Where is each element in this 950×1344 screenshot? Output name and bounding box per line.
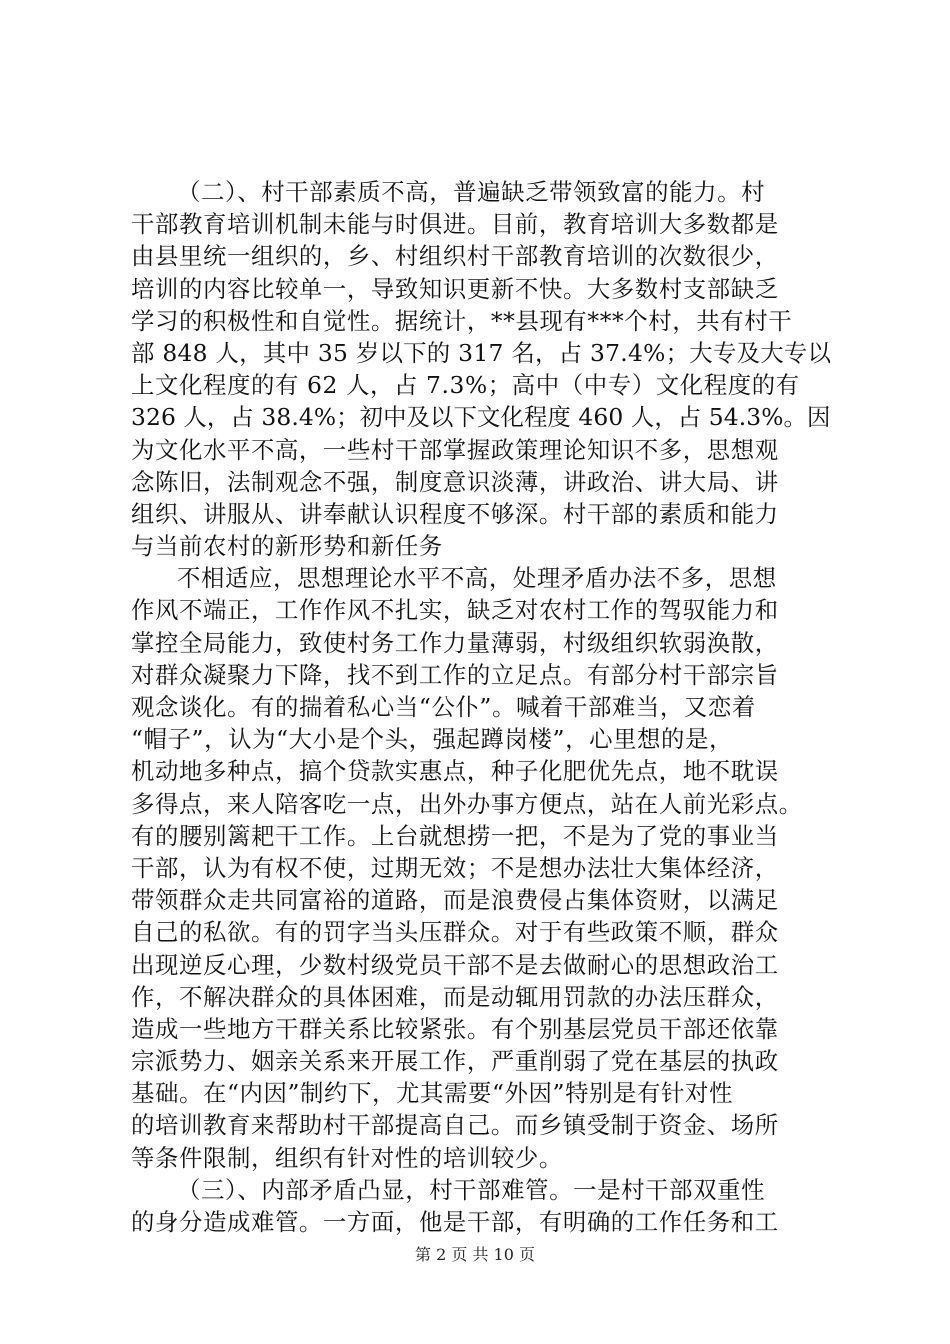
text-line: 学习的积极性和自觉性。据统计，**县现有***个村，共有村干 <box>131 306 793 335</box>
text-line: 对群众凝聚力下降，找不到工作的立足点。有部分村干部宗旨 <box>131 660 779 689</box>
text-line: 等条件限制，组织有针对性的培训较少。 <box>131 1143 563 1172</box>
text-line: 为文化水平不高，一些村干部掌握政策理论知识不多，思想观 <box>131 435 779 464</box>
text-line: “帽子”，认为“大小是个头，强起蹲岗楼”，心里想的是， <box>131 725 734 754</box>
text-line: 不相适应，思想理论水平不高，处理矛盾办法不多，思想 <box>177 564 777 593</box>
text-line: 由县里统一组织的，乡、村组织村干部教育培训的次数很少， <box>131 242 779 271</box>
text-line: 作风不端正，工作作风不扎实，缺乏对农村工作的驾驭能力和 <box>131 596 779 625</box>
text-line: 造成一些地方干群关系比较紧张。有个别基层党员干部还依靠 <box>131 1014 779 1043</box>
text-line: 出现逆反心理，少数村级党员干部不是去做耐心的思想政治工 <box>131 950 779 979</box>
text-line: 与当前农村的新形势和新任务 <box>131 532 443 561</box>
body-text <box>131 176 831 1238</box>
text-line: 基础。在“内因”制约下，尤其需要“外因”特别是有针对性 <box>131 1079 734 1108</box>
text-line: 的培训教育来帮助村干部提高自己。而乡镇受制于资金、场所 <box>131 1111 779 1140</box>
text-line: 掌控全局能力，致使村务工作力量薄弱，村级组织软弱涣散， <box>131 628 779 657</box>
text-line: 组织、讲服从、讲奉献认识程度不够深。村干部的素质和能力 <box>131 499 779 528</box>
text-line: 多得点，来人陪客吃一点，出外办事方便点，站在人前光彩点。 <box>131 789 803 818</box>
text-line: 部 848 人，其中 35 岁以下的 317 名，占 37.4%；大专及大专以 <box>131 338 832 367</box>
text-line: 的身分造成难管。一方面，他是干部，有明确的工作任务和工 <box>131 1208 779 1236</box>
text-line: 带领群众走共同富裕的道路，而是浪费侵占集体资财，以满足 <box>131 886 779 915</box>
text-line: 自己的私欲。有的罚字当头压群众。对于有些政策不顺，群众 <box>131 918 779 947</box>
text-line: （三）、内部矛盾凸显，村干部难管。一是村干部双重性 <box>177 1175 766 1204</box>
text-line: （二）、村干部素质不高，普遍缺乏带领致富的能力。村 <box>177 178 766 206</box>
text-line: 培训的内容比较单一，导致知识更新不快。大多数村支部缺乏 <box>131 274 779 303</box>
text-line: 宗派势力、姻亲关系来开展工作，严重削弱了党在基层的执政 <box>131 1047 779 1076</box>
text-line: 干部教育培训机制未能与时俱进。目前，教育培训大多数都是 <box>131 210 779 239</box>
text-line: 观念谈化。有的揣着私心当“公仆”。喊着干部难当，又恋着 <box>131 693 756 721</box>
text-line: 上文化程度的有 62 人，占 7.3%；高中（中专）文化程度的有 <box>131 371 800 400</box>
text-line: 有的腰别篱耙干工作。上台就想捞一把，不是为了党的事业当 <box>131 821 779 850</box>
text-line: 作，不解决群众的具体困难，而是动辄用罚款的办法压群众， <box>131 982 779 1011</box>
text-line: 机动地多种点，搞个贷款实惠点，种子化肥优先点，地不耽误 <box>131 757 779 786</box>
text-line: 干部，认为有权不使，过期无效；不是想办法壮大集体经济， <box>131 853 779 882</box>
text-line: 326 人，占 38.4%；初中及以下文化程度 460 人，占 54.3%。因 <box>131 403 831 432</box>
text-line: 念陈旧，法制观念不强，制度意识淡薄，讲政治、讲大局、讲 <box>131 467 779 496</box>
page-footer: 第 2 页 共 10 页 <box>415 1245 535 1264</box>
